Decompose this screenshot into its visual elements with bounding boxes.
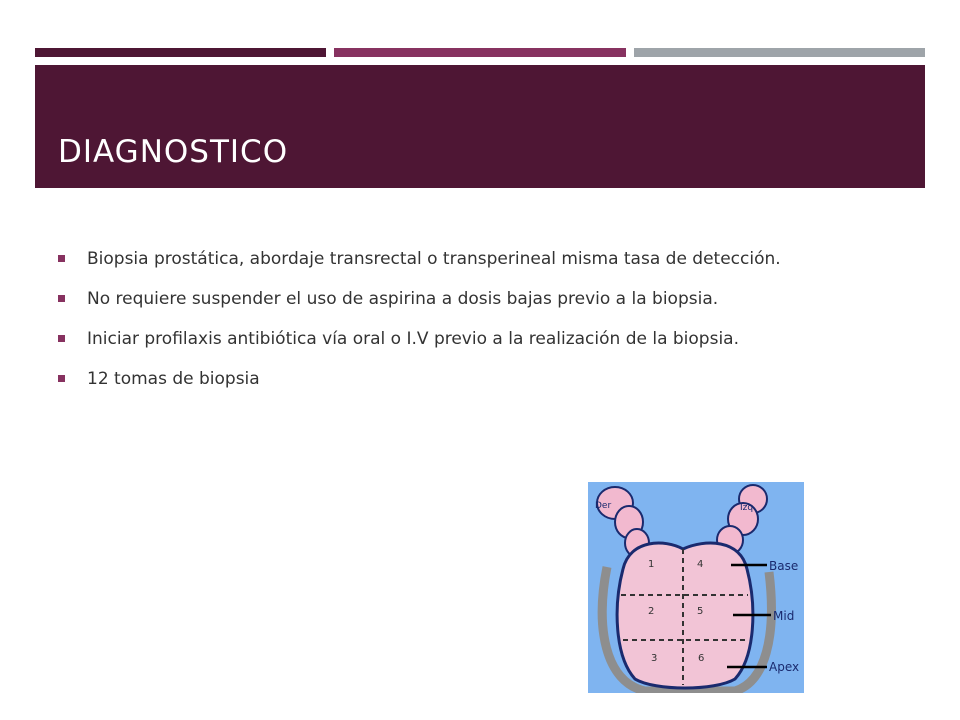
bullet-item bbox=[58, 286, 918, 326]
bullet-text: 12 tomas de biopsia bbox=[87, 369, 260, 389]
square-bullet-icon bbox=[58, 335, 65, 342]
zone-6: 6 bbox=[698, 653, 705, 664]
zone-4: 4 bbox=[697, 559, 704, 570]
level-apex-label: Apex bbox=[769, 660, 800, 674]
zone-5: 5 bbox=[697, 606, 704, 617]
izq-label: Izq bbox=[740, 503, 754, 513]
accent-bar-dark bbox=[35, 48, 326, 57]
accent-bar-gray bbox=[634, 48, 925, 57]
title-band bbox=[35, 65, 925, 188]
bullet-text: No requiere suspender el uso de aspirina a dosis bajas previo a la biopsia. bbox=[87, 289, 719, 309]
accent-bar-magenta bbox=[334, 48, 626, 57]
slide-title: DIAGNOSTICO bbox=[58, 134, 289, 170]
bullet-text: Iniciar profilaxis antibiótica vía oral o I.V previo a la realización de la biopsia. bbox=[87, 329, 739, 349]
square-bullet-icon bbox=[58, 255, 65, 262]
bullet-list bbox=[58, 246, 918, 406]
level-mid-label: Mid bbox=[773, 609, 795, 623]
zone-2: 2 bbox=[648, 606, 655, 617]
bullet-text: Biopsia prostática, abordaje transrectal o transperineal misma tasa de detección. bbox=[87, 249, 781, 269]
level-base-label: Base bbox=[769, 559, 799, 573]
bullet-item bbox=[58, 326, 918, 366]
zone-1: 1 bbox=[648, 559, 655, 570]
der-label: Der bbox=[595, 501, 612, 511]
square-bullet-icon bbox=[58, 295, 65, 302]
prostate-biopsy-diagram bbox=[585, 477, 805, 693]
zone-3: 3 bbox=[651, 653, 658, 664]
square-bullet-icon bbox=[58, 375, 65, 382]
bullet-item bbox=[58, 366, 918, 406]
bullet-item bbox=[58, 246, 918, 286]
